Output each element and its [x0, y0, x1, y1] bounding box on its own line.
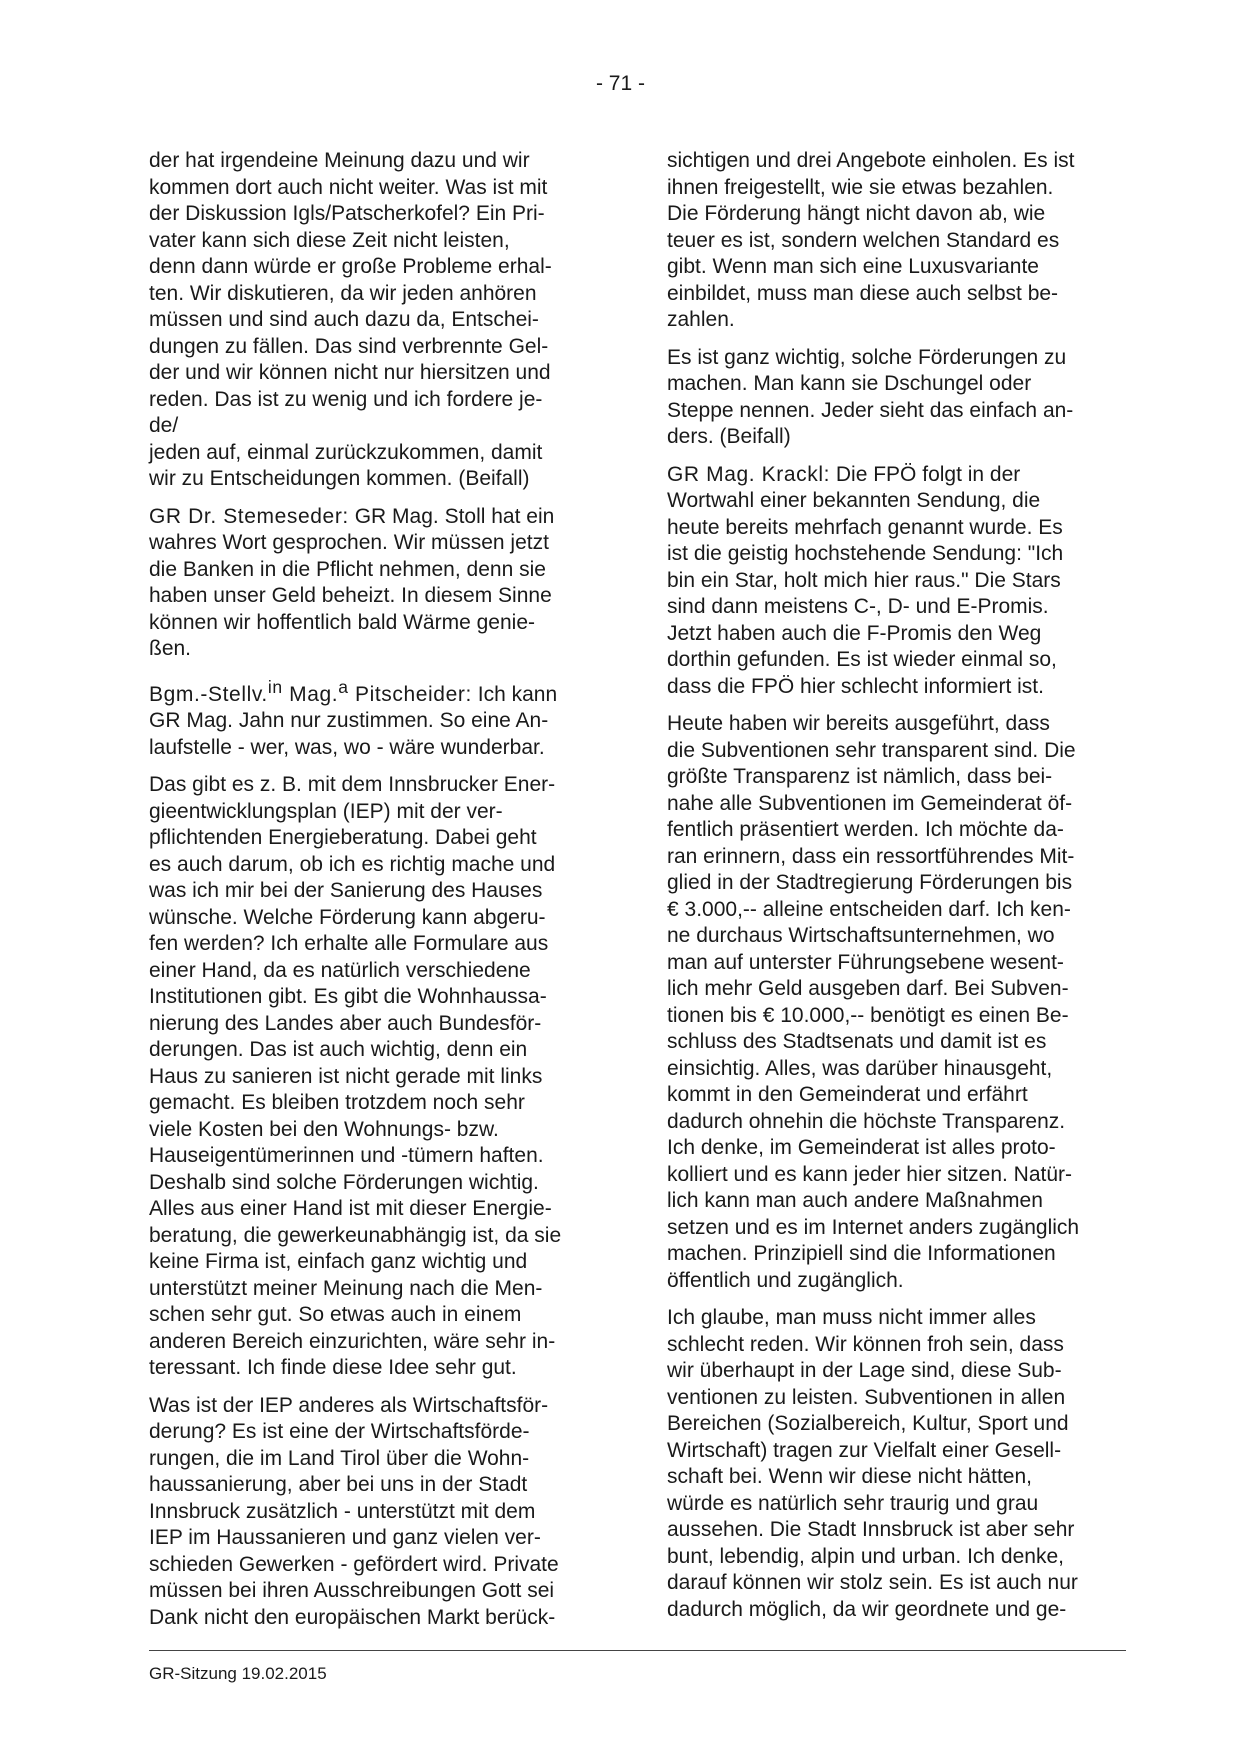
right-column: [667, 148, 1127, 1634]
superscript: in: [267, 676, 283, 697]
paragraph: Ich glaube, man muss nicht immer alles schlecht reden. Wir können froh sein, dass wir überhaupt in der Lage sind, diese Sub- ventionen zu leisten. Subventionen in allen Bereichen (Sozialbereich, Kultur, Sport und Wirtschaft) tragen zur Vielfalt einer Gesell- schaft bei. Wenn wir diese nicht hätten, würde es natürlich sehr traurig und grau aussehen. Die Stadt Innsbruck ist aber sehr bunt, lebendig, alpin und urban. Ich denke, darauf können wir stolz sein. Es ist auch nur dadurch möglich, da wir geordnete und ge-: [667, 1306, 1078, 1621]
superscript: a: [338, 676, 349, 697]
speaker-name: GR Mag. Krackl:: [667, 462, 831, 486]
speech-paragraph: [149, 674, 609, 762]
footer-session-date: GR-Sitzung 19.02.2015: [149, 1664, 327, 1683]
speaker-surname: Pitscheider:: [348, 682, 472, 706]
footer-divider: [149, 1650, 1126, 1651]
paragraph: Es ist ganz wichtig, solche Förderungen zu machen. Man kann sie Dschungel oder Steppe nennen. Jeder sieht das einfach an- ders. (Beifall): [667, 345, 1074, 448]
paragraph: sichtigen und drei Angebote einholen. Es ist ihnen freigestellt, wie sie etwas bezahlen. Die Förderung hängt nicht davon ab, wie teuer es ist, sondern welchen Standard es gibt. Wenn man sich eine Luxusvariante einbildet, muss man diese auch selbst be- zahlen.: [667, 149, 1075, 331]
speech-text: Ich kann GR Mag. Jahn nur zustimmen. So eine An- laufstelle - wer, was, wo - wäre wunderbar.: [149, 682, 558, 759]
speaker-name: [149, 676, 472, 706]
speech-paragraph: [667, 462, 1127, 701]
speech-text: Die FPÖ folgt in der Wortwahl einer bekannten Sendung, die heute bereits mehrfach genannt wurde. Es ist die geistig hochstehende Sendung: "Ich bin ein Star, holt mich hier raus." Die Stars sind dann meistens C-, D- und E-Promis. Jetzt haben auch die F-Promis den Weg dorthin gefunden. Es ist wieder einmal so, dass die FPÖ hier schlecht informiert ist.: [667, 462, 1064, 698]
speaker-name: GR Dr. Stemeseder:: [149, 504, 349, 528]
paragraph: der hat irgendeine Meinung dazu und wir kommen dort auch nicht weiter. Was ist mit der Diskussion Igls/Patscherkofel? Ein Pri- vater kann sich diese Zeit nicht leisten, denn dann würde er große Probleme erhal- ten. Wir diskutieren, da wir jeden anhören müssen und sind auch dazu da, Entschei- dungen zu fällen. Das sind verbrennte Gel- der und wir können nicht nur hiersitzen und reden. Das ist zu wenig und ich fordere je- de/ jeden auf, einmal zurückzukommen, damit wir zu Entscheidungen kommen. (Beifall): [149, 149, 552, 490]
speaker-title: Mag.: [282, 682, 339, 706]
speech-paragraph: [149, 504, 609, 663]
paragraph: Was ist der IEP anderes als Wirtschaftsför- derung? Es ist eine der Wirtschaftsförde- rungen, die im Land Tirol über die Wohn- haussanierung, aber bei uns in der Stadt Innsbruck zusätzlich - unterstützt mit dem IEP im Haussanieren und ganz vielen ver- schieden Gewerken - gefördert wird. Private müssen bei ihren Ausschreibungen Gott sei Dank nicht den europäischen Markt berück-: [149, 1393, 559, 1629]
paragraph: Das gibt es z. B. mit dem Innsbrucker Ener- gieentwicklungsplan (IEP) mit der ver- pflichtenden Energieberatung. Dabei geht es auch darum, ob ich es richtig mache und was ich mir bei der Sanierung des Hauses wünsche. Welche Förderung kann abgeru- fen werden? Ich erhalte alle Formulare aus einer Hand, da es natürlich verschiedene Institutionen gibt. Es gibt die Wohnhaussa- nierung des Landes aber auch Bundesför- derungen. Das ist auch wichtig, denn ein Haus zu sanieren ist nicht gerade mit links gemacht. Es bleiben trotzdem noch sehr viele Kosten bei den Wohnungs- bzw. Hauseigentümerinnen und -tümern haften. Deshalb sind solche Förderungen wichtig. Alles aus einer Hand ist mit dieser Energie- beratung, die gewerkeunabhängig ist, da sie keine Firma ist, einfach ganz wichtig und unterstützt meiner Meinung nach die Men- schen sehr gut. So etwas auch in einem anderen Bereich einzurichten, wäre sehr in- teressant. Ich finde diese Idee sehr gut.: [149, 773, 562, 1379]
paragraph: Heute haben wir bereits ausgeführt, dass die Subventionen sehr transparent sind. Die größte Transparenz ist nämlich, dass bei- nahe alle Subventionen im Gemeinderat öf- fentlich präsentiert werden. Ich möchte da- ran erinnern, dass ein ressortführendes Mit- glied in der Stadtregierung Förderungen bis € 3.000,-- alleine entscheiden darf. Ich ken- ne durchaus Wirtschaftsunternehmen, wo man auf unterster Führungsebene wesent- lich mehr Geld ausgeben darf. Bei Subven- tionen bis € 10.000,-- benötigt es einen Be- schluss des Stadtsenats und damit ist es einsichtig. Alles, was darüber hinausgeht, kommt in den Gemeinderat und erfährt dadurch ohnehin die höchste Transparenz. Ich denke, im Gemeinderat ist alles proto- kolliert und es kann jeder hier sitzen. Natür- lich kann man auch andere Maßnahmen setzen und es im Internet anders zugänglich machen. Prinzipiell sind die Informationen öffentlich und zugänglich.: [667, 712, 1080, 1292]
speech-text: GR Mag. Stoll hat ein wahres Wort gesprochen. Wir müssen jetzt die Banken in die Pflicht nehmen, denn sie haben unser Geld beheizt. In diesem Sinne können wir hoffentlich bald Wärme genie- ßen.: [149, 504, 555, 660]
left-column: [149, 148, 609, 1642]
page-number: - 71 -: [595, 72, 645, 95]
speaker-title: Bgm.-Stellv.: [149, 682, 268, 706]
